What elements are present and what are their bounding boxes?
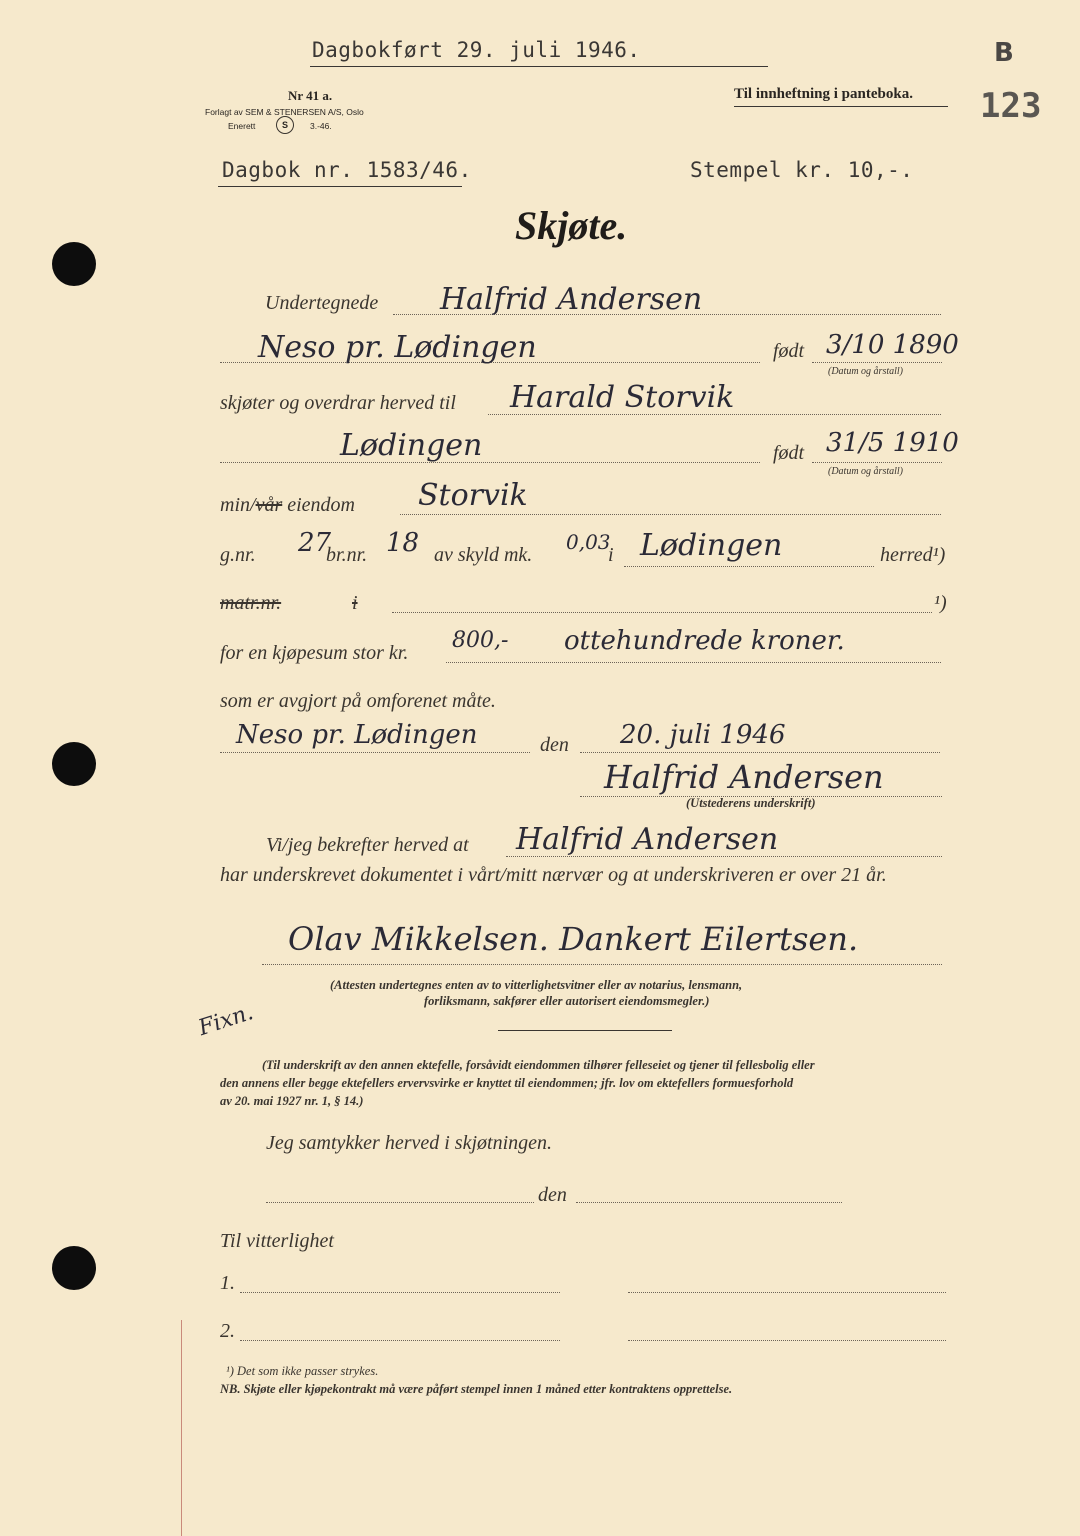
price-label: for en kjøpesum stor kr.: [220, 642, 409, 664]
matr-label: matr.nr.: [220, 592, 282, 614]
property-name: Storvik: [418, 478, 528, 513]
consent-text: Jeg samtykker herved i skjøtningen.: [266, 1132, 553, 1154]
matr-i: i: [352, 592, 358, 614]
consent-den-label: den: [538, 1184, 567, 1206]
journal-number: Dagbok nr. 1583/46.: [222, 158, 472, 182]
exclusive-rights: Enerett: [228, 121, 256, 131]
signature-caption: (Utstederens underskrift): [686, 796, 816, 810]
property-label: [220, 494, 355, 517]
margin-note: Fixn.: [195, 999, 257, 1042]
herred-label: herred¹): [880, 544, 946, 566]
seller-signature: Halfrid Andersen: [604, 758, 884, 796]
place: Neso pr. Lødingen: [236, 720, 478, 750]
form-number: Nr 41 a.: [288, 88, 333, 103]
buyer-name: Harald Storvik: [510, 380, 735, 415]
price-line: [446, 662, 941, 663]
buyer-address: Lødingen: [340, 428, 483, 463]
corner-mark: B: [994, 38, 1014, 68]
witness-two-label: 2.: [220, 1320, 235, 1342]
price-words: ottehundrede kroner.: [564, 626, 845, 656]
attestation-note-1: (Attesten undertegnes enten av to vitterlighetsvitner eller av notarius, lensmann,: [330, 978, 743, 992]
binding-note: Til innheftning i panteboka.: [734, 86, 913, 102]
stamp-duty: Stempel kr. 10,-.: [690, 158, 914, 182]
buyer-address-line: [220, 462, 760, 463]
binding-underline: [734, 106, 948, 107]
seller-label: Undertegnede: [265, 292, 379, 314]
spouse-note-1: (Til underskrift av den annen ektefelle, forsåvidt eiendommen tilhører felleseiet og tjener til fellesbolig eller: [262, 1058, 815, 1072]
date: 20. juli 1946: [620, 720, 786, 750]
municipality: Lødingen: [640, 528, 783, 563]
buyer-born-line: [812, 462, 942, 463]
brnr-label: br.nr.: [326, 544, 368, 566]
date-line: [580, 752, 940, 753]
margin-rule: [181, 1320, 182, 1536]
property-name-line: [400, 514, 941, 515]
witness-one-label: 1.: [220, 1272, 235, 1294]
matr-line: [392, 612, 932, 613]
publisher: Forlagt av SEM & STENERSEN A/S, Oslo: [205, 107, 364, 117]
document-title: Skjøte.: [515, 203, 628, 248]
punch-hole-middle: [52, 742, 96, 786]
attestation-label: Vi/jeg bekrefter herved at: [266, 834, 469, 856]
i-label: i: [608, 544, 614, 566]
seller-address: Neso pr. Lødingen: [258, 330, 537, 365]
property-label-rest: eiendom: [287, 494, 355, 516]
attestation-statement: har underskrevet dokumentet i vårt/mitt nærvær og at underskriveren er over 21 år.: [220, 864, 887, 886]
buyer-birthdate: 31/5 1910: [826, 428, 959, 458]
skyld-value: 0,03: [566, 530, 611, 554]
attestation-note-2: forliksmann, sakfører eller autorisert eiendomsmegler.): [424, 994, 710, 1008]
punch-hole-top: [52, 242, 96, 286]
consent-place-line: [266, 1202, 534, 1203]
property-label-var: vår: [255, 494, 283, 516]
footnote-2: NB. Skjøte eller kjøpekontrakt må være påført stempel innen 1 måned etter kontraktens opprettelse.: [220, 1382, 733, 1396]
matr-footnote-mark: ¹): [934, 592, 947, 614]
edition: 3.-46.: [310, 121, 332, 131]
registration-underline: [310, 66, 768, 67]
buyer-born-label: født: [773, 442, 805, 464]
punch-hole-bottom: [52, 1246, 96, 1290]
witness-two-line-right: [628, 1340, 946, 1341]
spouse-note-2: den annens eller begge ektefellers ervervsvirke er knyttet til eiendommen; jfr. lov om ektefellers formuesforhold: [220, 1076, 794, 1090]
seller-born-line: [812, 362, 942, 363]
witness-block-label: Til vitterlighet: [220, 1230, 334, 1252]
section-divider: [498, 1030, 672, 1031]
seller-date-hint: (Datum og årstall): [828, 366, 903, 377]
footnote-1: ¹) Det som ikke passer strykes.: [226, 1364, 379, 1378]
seller-born-label: født: [773, 340, 805, 362]
municipality-line: [624, 566, 874, 567]
den-label: den: [540, 734, 569, 756]
place-line: [220, 752, 530, 753]
witnesses-line: [262, 964, 942, 965]
buyer-label: skjøter og overdrar herved til: [220, 392, 456, 414]
seller-name: Halfrid Andersen: [440, 282, 703, 317]
seller-birthdate: 3/10 1890: [826, 330, 959, 360]
page-number: 123: [980, 86, 1042, 126]
property-label-min: min/: [220, 494, 256, 516]
journal-underline: [218, 186, 462, 187]
registration-stamp: Dagbokført 29. juli 1946.: [312, 38, 641, 62]
gnr-value: 27: [298, 528, 332, 558]
skyld-label: av skyld mk.: [434, 544, 533, 566]
spouse-note-3: av 20. mai 1927 nr. 1, § 14.): [220, 1094, 364, 1108]
witness-one-line-right: [628, 1292, 946, 1293]
consent-date-line: [576, 1202, 842, 1203]
settled-text: som er avgjort på omforenet måte.: [220, 690, 496, 712]
witness-one-line-left: [240, 1292, 560, 1293]
witness-two-line-left: [240, 1340, 560, 1341]
brnr-value: 18: [386, 528, 420, 558]
gnr-label: g.nr.: [220, 544, 256, 566]
buyer-date-hint: (Datum og årstall): [828, 466, 903, 477]
attestation-name: Halfrid Andersen: [516, 822, 779, 857]
witness-signatures: Olav Mikkelsen. Dankert Eilertsen.: [288, 920, 859, 958]
publisher-logo: S: [276, 116, 294, 134]
price-amount: 800,-: [452, 628, 509, 653]
